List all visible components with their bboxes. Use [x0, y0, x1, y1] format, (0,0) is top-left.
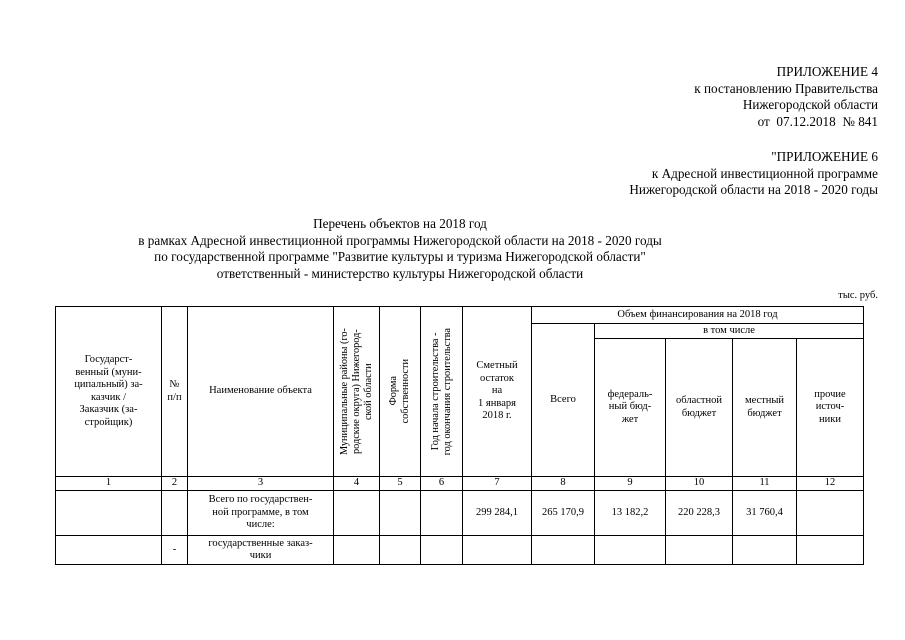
- funding-table: [55, 306, 864, 565]
- cell-local: 31 760,4: [733, 491, 797, 536]
- cell-local: [733, 536, 797, 565]
- column-number: 3: [188, 477, 334, 491]
- cell-districts: [334, 491, 380, 536]
- header-years: [421, 307, 463, 477]
- cell-number: -: [162, 536, 188, 565]
- appendix-4-title: ПРИЛОЖЕНИЕ 4: [776, 64, 878, 79]
- cell-regional: [666, 536, 733, 565]
- cell-remaining: [463, 536, 532, 565]
- column-number: 9: [595, 477, 666, 491]
- table-row: [56, 491, 864, 536]
- cell-ownership: [380, 536, 421, 565]
- header-local: местный бюджет: [733, 339, 797, 477]
- header-years-text: Год начала строительства - год окончания строительства: [429, 327, 453, 456]
- appendix-4-line-2: Нижегородской области: [742, 97, 878, 112]
- cell-regional: 220 228,3: [666, 491, 733, 536]
- header-ownership-text: Форма собственности: [388, 359, 411, 424]
- cell-ownership: [380, 491, 421, 536]
- header-federal: федераль- ный бюд- жет: [595, 339, 666, 477]
- header-object-name: Наименование объекта: [188, 307, 334, 477]
- cell-districts: [334, 536, 380, 565]
- header-ownership: [380, 307, 421, 477]
- appendix-6-line-1: к Адресной инвестиционной программе: [651, 165, 878, 181]
- table-row: [56, 536, 864, 565]
- column-number: 2: [162, 477, 188, 491]
- column-number: 6: [421, 477, 463, 491]
- cell-years: [421, 536, 463, 565]
- cell-customer: [56, 536, 162, 565]
- column-number: 4: [334, 477, 380, 491]
- appendix-6-title: "ПРИЛОЖЕНИЕ 6: [771, 149, 878, 164]
- column-number: 10: [666, 477, 733, 491]
- appendix-4-header: [694, 64, 878, 130]
- cell-other: [797, 491, 864, 536]
- header-funding-group: Объем финансирования на 2018 год: [532, 307, 864, 324]
- column-number: 8: [532, 477, 595, 491]
- document-title-line: Перечень объектов на 2018 год: [313, 216, 487, 231]
- cell-federal: 13 182,2: [595, 491, 666, 536]
- appendix-4-line-1: к постановлению Правительства: [694, 80, 878, 96]
- document-title-line: ответственный - министерство культуры Нижегородской области: [216, 265, 584, 281]
- header-regional: областной бюджет: [666, 339, 733, 477]
- cell-remaining: 299 284,1: [463, 491, 532, 536]
- column-number: 11: [733, 477, 797, 491]
- cell-object-name: государственные заказ- чики: [188, 536, 334, 565]
- document-title-line: по государственной программе "Развитие культуры и туризма Нижегородской области": [154, 249, 646, 264]
- header-remaining: Сметный остаток на 1 января 2018 г.: [463, 307, 532, 477]
- column-number: 7: [463, 477, 532, 491]
- header-row-1: [56, 307, 864, 324]
- document-title-line: в рамках Адресной инвестиционной программы Нижегородской области на 2018 - 2020 годы: [138, 232, 662, 248]
- cell-customer: [56, 491, 162, 536]
- cell-total: 265 170,9: [532, 491, 595, 536]
- header-including: в том числе: [595, 324, 864, 339]
- header-number: № п/п: [162, 307, 188, 477]
- header-districts-text: Муниципальные районы (го- родские округа) Нижегород- ской области: [338, 327, 374, 456]
- cell-number: [162, 491, 188, 536]
- appendix-6-line-2: Нижегородской области на 2018 - 2020 годы: [629, 182, 878, 197]
- appendix-4-date-line: от 07.12.2018 № 841: [757, 113, 878, 129]
- header-districts: [334, 307, 380, 477]
- column-number: 12: [797, 477, 864, 491]
- cell-object-name: Всего по государствен- ной программе, в том числе:: [188, 491, 334, 536]
- appendix-6-header: [629, 149, 878, 199]
- column-number: 5: [380, 477, 421, 491]
- header-total: Всего: [532, 324, 595, 477]
- column-number-row: [56, 477, 864, 491]
- column-number: 1: [56, 477, 162, 491]
- cell-years: [421, 491, 463, 536]
- header-customer: Государст- венный (муни- ципальный) за- казчик / Заказчик (за- стройщик): [56, 307, 162, 477]
- header-other: прочие источ- ники: [797, 339, 864, 477]
- cell-other: [797, 536, 864, 565]
- units-label: тыс. руб.: [838, 290, 878, 301]
- cell-federal: [595, 536, 666, 565]
- document-title: [40, 216, 760, 282]
- cell-total: [532, 536, 595, 565]
